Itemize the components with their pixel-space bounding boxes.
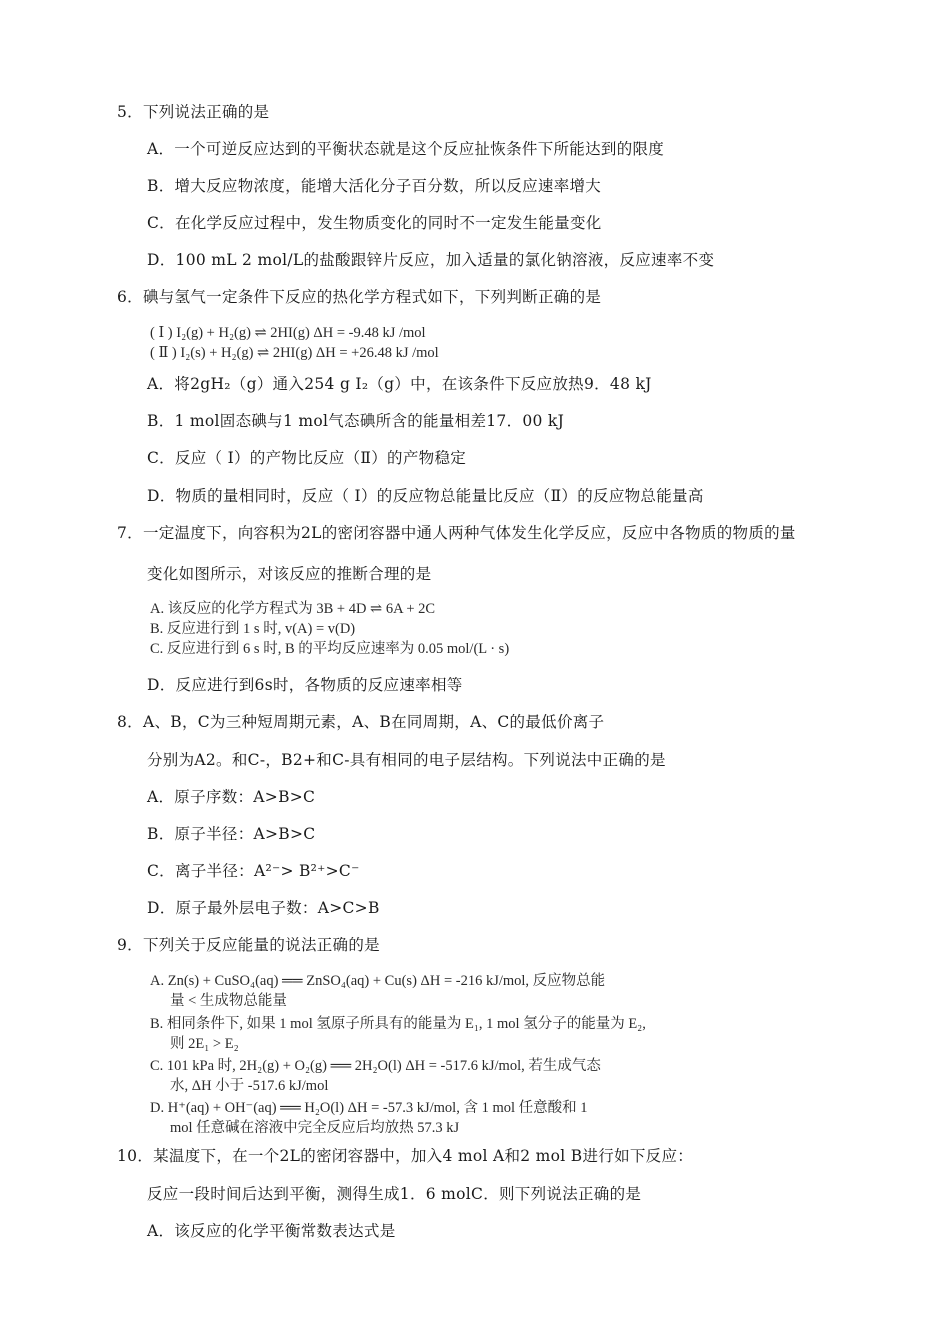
q9-option-d-line-1: D. H⁺(aq) + OH⁻(aq) ══ H₂O(l) ΔH = -57.3 kJ/mol, 含 1 mol 任意酸和 1 <box>150 1100 588 1116</box>
q10-stem-line-1: 10．某温度下，在一个2L的密闭容器中，加入4 mol A和2 mol B进行如下反应： <box>117 1147 694 1165</box>
q6-stem: 6．碘与氢气一定条件下反应的热化学方程式如下，下列判断正确的是 <box>117 288 602 306</box>
q8-option-b: B．原子半径：A>B>C <box>147 825 316 843</box>
q8-option-a: A．原子序数：A>B>C <box>147 788 316 806</box>
q6-option-d: D．物质的量相同时，反应（ Ⅰ）的反应物总能量比反应（Ⅱ）的反应物总能量高 <box>147 487 704 505</box>
q7-option-a: A. 该反应的化学方程式为 3B + 4D ⇌ 6A + 2C <box>150 601 436 617</box>
q9-option-d-line-2: mol 任意碱在溶液中完全反应后均放热 57.3 kJ <box>170 1120 460 1136</box>
q6-option-b: B．1 mol固态碘与1 mol气态碘所含的能量相差17．00 kJ <box>147 412 565 430</box>
q5-option-c: C．在化学反应过程中，发生物质变化的同时不一定发生能量变化 <box>147 214 602 232</box>
q6-option-a: A．将2gH₂（g）通入254 g I₂（g）中，在该条件下反应放热9．48 kJ <box>147 375 652 393</box>
q10-stem-line-2: 反应一段时间后达到平衡，测得生成1．6 molC．则下列说法正确的是 <box>147 1185 642 1203</box>
q9-option-a-line-2: 量 < 生成物总能量 <box>170 993 287 1009</box>
q9-option-c-line-1: C. 101 kPa 时, 2H₂(g) + O₂(g) ══ 2H₂O(l) ΔH = -517.6 kJ/mol, 若生成气态 <box>150 1058 601 1074</box>
q5-stem: 5．下列说法正确的是 <box>117 103 270 121</box>
q7-option-d: D．反应进行到6s时，各物质的反应速率相等 <box>147 676 463 694</box>
q8-option-c: C．离子半径：A²⁻> B²⁺>C⁻ <box>147 862 360 880</box>
q9-stem: 9．下列关于反应能量的说法正确的是 <box>117 936 380 954</box>
q8-stem-line-2: 分别为A2。和C-，B2+和C-具有相同的电子层结构。下列说法中正确的是 <box>147 751 666 769</box>
q7-stem-line-1: 7．一定温度下，向容积为2L的密闭容器中通人两种气体发生化学反应，反应中各物质的物质的量 <box>117 524 796 542</box>
q8-stem-line-1: 8．A、B，C为三种短周期元素，A、B在同周期，A、C的最低价离子 <box>117 713 605 731</box>
q5-option-a: A．一个可逆反应达到的平衡状态就是这个反应扯恢条件下所能达到的限度 <box>147 140 665 158</box>
q5-option-b: B．增大反应物浓度，能增大活化分子百分数，所以反应速率增大 <box>147 177 602 195</box>
q7-option-b: B. 反应进行到 1 s 时, v(A) = v(D) <box>150 621 356 637</box>
q5-option-d: D．100 mL 2 mol/L的盐酸跟锌片反应，加入适量的氯化钠溶液，反应速率不变 <box>147 251 715 269</box>
q10-option-a: A．该反应的化学平衡常数表达式是 <box>147 1222 396 1240</box>
q9-option-b-line-1: B. 相同条件下, 如果 1 mol 氢原子所具有的能量为 E₁, 1 mol 氢分子的能量为 E₂, <box>150 1016 646 1032</box>
q6-equation-1: ( Ⅰ ) I₂(g) + H₂(g) ⇌ 2HI(g) ΔH = -9.48 kJ /mol <box>150 325 426 341</box>
q7-option-c: C. 反应进行到 6 s 时, B 的平均反应速率为 0.05 mol/(L · s) <box>150 641 510 657</box>
q7-stem-line-2: 变化如图所示，对该反应的推断合理的是 <box>147 565 432 583</box>
q6-equation-2: ( Ⅱ ) I₂(s) + H₂(g) ⇌ 2HI(g) ΔH = +26.48 kJ /mol <box>150 345 439 361</box>
q9-option-a-line-1: A. Zn(s) + CuSO₄(aq) ══ ZnSO₄(aq) + Cu(s) ΔH = -216 kJ/mol, 反应物总能 <box>150 973 606 989</box>
q9-option-b-line-2: 则 2E₁ > E₂ <box>170 1036 239 1052</box>
q6-option-c: C．反应（ Ⅰ）的产物比反应（Ⅱ）的产物稳定 <box>147 449 467 467</box>
q8-option-d: D．原子最外层电子数：A>C>B <box>147 899 380 917</box>
q9-option-c-line-2: 水, ΔH 小于 -517.6 kJ/mol <box>170 1078 329 1094</box>
